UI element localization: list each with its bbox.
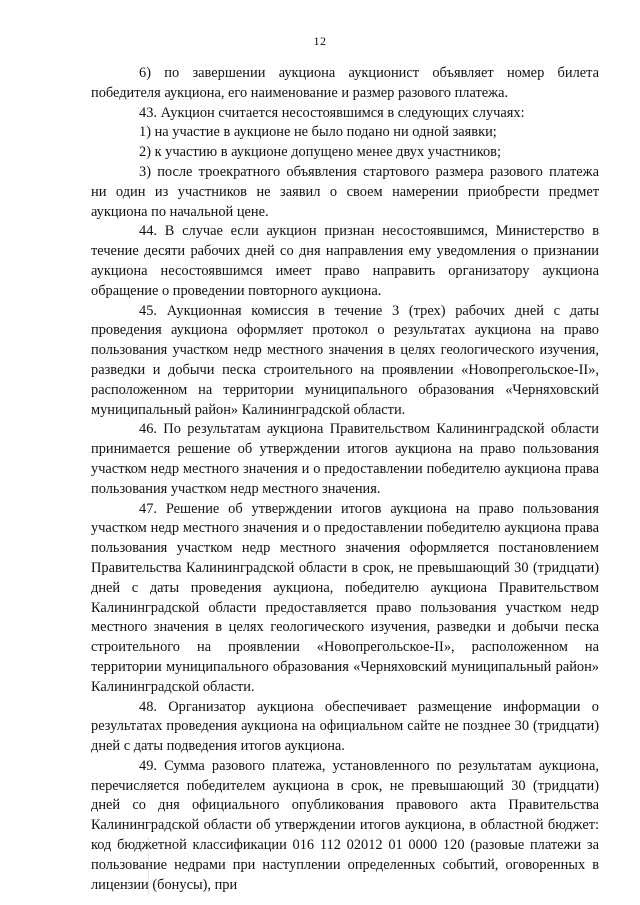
paragraph-49: 49. Сумма разового платежа, установленного по результатам аукциона, перечисляется победителем аукциона в срок, не превышающий 30 (тридцати) дней со дня официального опубликования правового акта Правительства Калининградской области об утверждении итогов аукциона, в областной бюджет: код бюджетной классификации 016 112 02012 01 0000 120 (разовые платежи за пользование недрами при наступлении определенных событий, оговоренных в лицензии (бонусы), при <box>91 757 599 893</box>
paragraph-43-item-1: 1) на участие в аукционе не было подано ни одной заявки; <box>139 124 497 141</box>
paragraph-6-item: 6) по завершении аукциона аукционист объявляет номер билета победителя аукциона, его наименование и размер разового платежа. <box>91 65 599 101</box>
paragraph-48: 48. Организатор аукциона обеспечивает размещение информации о результатах проведения аукциона на официальном сайте не позднее 30 (тридцати) дней с даты подведения итогов аукциона. <box>91 698 599 755</box>
scan-artifact-line <box>148 838 150 894</box>
paragraph-47: 47. Решение об утверждении итогов аукциона на право пользования участком недр местного значения и о предоставлении победителю аукциона права пользования участком недр местного значения оформляется постановлением Правительства Калининградской области в срок, не превышающий 30 (тридцати) дней с даты проведения аукциона, победителю аукциона Правительством Калининградской области предоставляется право пользования участком недр местного значения в целях геологического изучения, разведки и добычи песка строительного на проявлении «Новопрегольское-II», расположенном на территории муниципального образования «Черняховский муниципальный район» Калининградской области. <box>91 500 599 695</box>
paragraph-43: 43. Аукцион считается несостоявшимся в следующих случаях: <box>139 104 525 121</box>
paragraph-44: 44. В случае если аукцион признан несостоявшимся, Министерство в течение десяти рабочих дней со дня направления ему уведомления о признании аукциона несостоявшимся имеет право направить организатору аукциона обращение о проведении повторного аукциона. <box>91 223 599 299</box>
paragraph-43-item-2: 2) к участию в аукционе допущено менее двух участников; <box>139 144 501 161</box>
document-body <box>91 64 599 895</box>
paragraph-46: 46. По результатам аукциона Правительством Калининградской области принимается решение об утверждении итогов аукциона на право пользования участком недр местного значения и о предоставлении победителю аукциона права пользования участком недр местного значения. <box>91 421 599 497</box>
paragraph-45: 45. Аукционная комиссия в течение 3 (трех) рабочих дней с даты проведения аукциона оформляет протокол о результатах аукциона на право пользования участком недр местного значения в целях геологического изучения, разведки и добычи песка строительного на проявлении «Новопрегольское-II», расположенном на территории муниципального образования «Черняховский муниципальный район» Калининградской области. <box>91 302 599 418</box>
page-number: 12 <box>313 34 327 48</box>
paragraph-43-item-3: 3) после троекратного объявления стартового размера разового платежа ни один из участников не заявил о своем намерении приобрести предмет аукциона по начальной цене. <box>91 163 599 220</box>
